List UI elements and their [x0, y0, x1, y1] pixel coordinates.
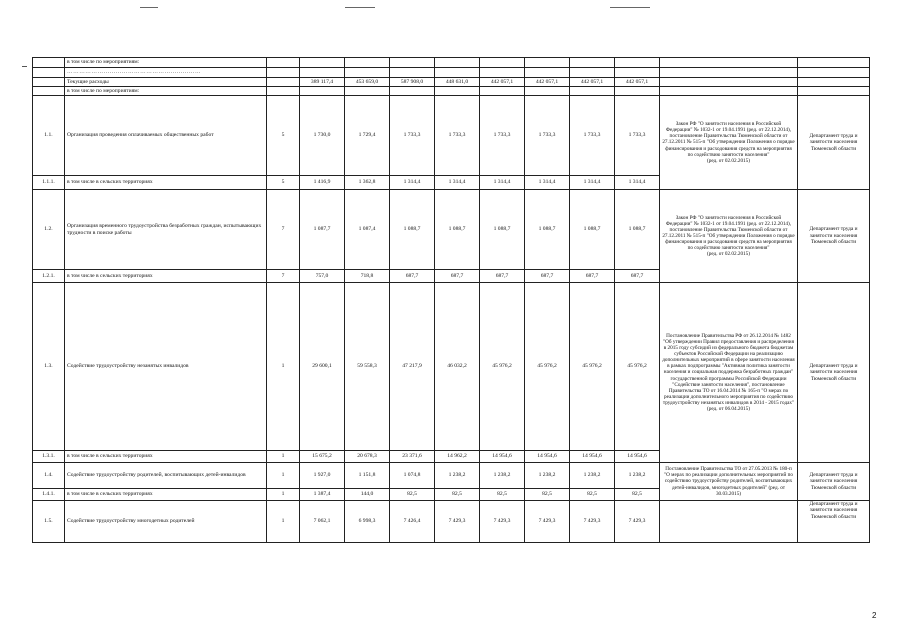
- row-code: 7: [267, 190, 300, 270]
- row-code: 5: [267, 96, 300, 176]
- value-cell: 687,7: [390, 270, 435, 283]
- value-cell: 442 057,1: [525, 78, 570, 87]
- row-name: в том числе в сельских территориях: [65, 489, 267, 501]
- value-cell: 1 314,4: [525, 176, 570, 190]
- table-row: [33, 58, 870, 68]
- row-name: Содействие трудоустройству многодетных родителей: [65, 501, 267, 543]
- value-cell: 1 733,3: [615, 96, 660, 176]
- responsible-department: Департамент труда и занятости населения Тюменской области: [798, 283, 870, 463]
- value-cell: 45 976,2: [525, 283, 570, 451]
- value-cell: 687,7: [570, 270, 615, 283]
- row-name: в том числе в сельских территориях: [65, 270, 267, 283]
- value-cell: 7 429,3: [525, 501, 570, 543]
- value-cell: 1 730,0: [300, 96, 345, 176]
- value-cell: 7 062,1: [300, 501, 345, 543]
- row-number: 1.5.: [33, 501, 65, 543]
- row-name: Содействие трудоустройству незанятых инвалидов: [65, 283, 267, 451]
- value-cell: 59 558,3: [345, 283, 390, 451]
- value-cell: 442 057,1: [570, 78, 615, 87]
- value-cell: 687,7: [615, 270, 660, 283]
- value-cell: 1 387,4: [300, 489, 345, 501]
- value-cell: 82,5: [525, 489, 570, 501]
- value-cell: 587 908,0: [390, 78, 435, 87]
- value-cell: 1 416,9: [300, 176, 345, 190]
- value-cell: 453 659,0: [345, 78, 390, 87]
- scan-mark-side: [22, 66, 27, 67]
- value-cell: 1 238,2: [570, 463, 615, 489]
- value-cell: 442 057,1: [615, 78, 660, 87]
- table-row: [33, 68, 870, 78]
- legal-basis-text: Закон РФ "О занятости населения в Российской Федерации" № 1032-1 от 19.04.1991 (ред. от 22.12.2014), постановление Правительства Тюменской области от 27.12.2011 № 515-п "Об утверждении Положения о порядке финансирования и расходования средств на мероприятия по содействию занятости населения": [662, 214, 795, 252]
- row-number: 1.2.1.: [33, 270, 65, 283]
- legal-basis-revision: (ред. от 02.02.2015): [707, 251, 750, 258]
- value-cell: 144,0: [345, 489, 390, 501]
- value-cell: 687,7: [435, 270, 480, 283]
- value-cell: 15 675,2: [300, 451, 345, 463]
- table-row: [33, 190, 870, 270]
- value-cell: 1 314,4: [435, 176, 480, 190]
- value-cell: 687,7: [525, 270, 570, 283]
- value-cell: 1 362,8: [345, 176, 390, 190]
- value-cell: 1 927,0: [300, 463, 345, 489]
- budget-table-sheet: [32, 57, 870, 543]
- value-cell: 1 088,7: [570, 190, 615, 270]
- value-cell: 7 429,3: [615, 501, 660, 543]
- value-cell: 1 088,7: [435, 190, 480, 270]
- responsible-department: Департамент труда и занятости населения Тюменской области: [798, 96, 870, 190]
- value-cell: 1 314,4: [390, 176, 435, 190]
- value-cell: 47 217,9: [390, 283, 435, 451]
- row-number: 1.2.: [33, 190, 65, 270]
- value-cell: 7 429,3: [435, 501, 480, 543]
- value-cell: 1 314,4: [480, 176, 525, 190]
- row-code: 1: [267, 451, 300, 463]
- row-number: 1.4.: [33, 463, 65, 489]
- value-cell: 1 238,2: [525, 463, 570, 489]
- value-cell: 687,7: [480, 270, 525, 283]
- responsible-department: Департамент труда и занятости населения Тюменской области: [798, 190, 870, 283]
- value-cell: 1 087,7: [300, 190, 345, 270]
- value-cell: 7 426,4: [390, 501, 435, 543]
- value-cell: 7 429,3: [570, 501, 615, 543]
- row-code: 7: [267, 270, 300, 283]
- value-cell: 389 117,4: [300, 78, 345, 87]
- table-row: [33, 501, 870, 543]
- row-name: Текущие расходы: [65, 78, 267, 87]
- budget-table: [32, 57, 870, 543]
- scan-mark-top-left: [140, 7, 158, 8]
- row-label: в том числе по мероприятиям:: [65, 87, 267, 96]
- legal-basis-text: Закон РФ "О занятости населения в Российской Федерации" № 1032-1 от 19.04.1991 (ред. от 22.12.2014), постановление Правительства Тюменской области от 27.12.2011 № 515-п "Об утверждении Положения о порядке финансирования и расходования средств на мероприятия по содействию занятости населения": [662, 121, 795, 158]
- row-number: 1.1.: [33, 96, 65, 176]
- value-cell: 20 678,3: [345, 451, 390, 463]
- table-row: [33, 463, 870, 489]
- value-cell: 1 151,8: [345, 463, 390, 489]
- table-row: [33, 283, 870, 451]
- value-cell: 29 600,1: [300, 283, 345, 451]
- value-cell: 1 238,2: [480, 463, 525, 489]
- value-cell: 1 088,7: [525, 190, 570, 270]
- row-number: 1.3.1.: [33, 451, 65, 463]
- value-cell: 14 954,6: [525, 451, 570, 463]
- value-cell: 1 088,7: [615, 190, 660, 270]
- legal-basis: [660, 96, 798, 190]
- value-cell: 1 087,4: [345, 190, 390, 270]
- value-cell: 6 998,3: [345, 501, 390, 543]
- responsible-department: Департамент труда и занятости населения Тюменской области: [798, 501, 870, 543]
- responsible-department: Департамент труда и занятости населения Тюменской области: [798, 463, 870, 501]
- value-cell: 1 314,4: [570, 176, 615, 190]
- legal-basis: Постановление Правительства ТО от 27.05.2013 № 180-п "О мерах по реализации дополнительных мероприятий по содействию трудоустройству родителей, воспитывающих детей-инвалидов, многодетных родителей" (ред. от 30.03.2015): [660, 463, 798, 501]
- scan-mark-top-right: [610, 7, 650, 8]
- row-dots: …………………………………………………………: [65, 68, 267, 78]
- value-cell: 1 733,3: [480, 96, 525, 176]
- value-cell: 448 631,0: [435, 78, 480, 87]
- row-code: 1: [267, 501, 300, 543]
- value-cell: 82,5: [435, 489, 480, 501]
- value-cell: 1 733,3: [390, 96, 435, 176]
- legal-basis: [660, 190, 798, 283]
- value-cell: 14 954,6: [480, 451, 525, 463]
- page-number: 2: [872, 611, 877, 620]
- legal-basis-revision: (ред. от 02.02.2015): [707, 157, 750, 164]
- row-name: в том числе в сельских территориях: [65, 451, 267, 463]
- value-cell: 1 088,7: [390, 190, 435, 270]
- row-name: Организация временного трудоустройства безработных граждан, испытывающих трудности в поиске работы: [65, 190, 267, 270]
- value-cell: 45 976,2: [480, 283, 525, 451]
- value-cell: 23 371,6: [390, 451, 435, 463]
- row-number: 1.4.1.: [33, 489, 65, 501]
- row-name: в том числе в сельских территориях: [65, 176, 267, 190]
- value-cell: 1 074,8: [390, 463, 435, 489]
- value-cell: 1 729,4: [345, 96, 390, 176]
- legal-basis: Постановление Правительства РФ от 26.12.2014 № 1482 "Об утверждении Правил предоставления и распределения в 2015 году субсидий из федерального бюджета бюджетам субъектов Российской Федерации на реализацию дополнительных мероприятий в сфере занятости населения в рамках подпрограммы "Активная политика занятости населения и социальная поддержка безработных граждан" государственной программы Российской Федерации "Содействие занятости населения", постановление Правительства ТО от 16.04.2014 № 165-п "О мерах по реализации дополнительного мероприятия по содействию трудоустройству незанятых инвалидов в 2014 - 2015 годах" (ред. от 06.04.2015): [660, 283, 798, 463]
- value-cell: 45 976,2: [570, 283, 615, 451]
- row-name: Организация проведения оплачиваемых общественных работ: [65, 96, 267, 176]
- table-row: [33, 96, 870, 176]
- row-number: 1.3.: [33, 283, 65, 451]
- value-cell: 757,0: [300, 270, 345, 283]
- value-cell: 7 429,3: [480, 501, 525, 543]
- value-cell: 1 733,3: [435, 96, 480, 176]
- value-cell: 1 733,3: [570, 96, 615, 176]
- value-cell: 1 088,7: [480, 190, 525, 270]
- value-cell: 45 976,2: [615, 283, 660, 451]
- value-cell: 442 057,1: [480, 78, 525, 87]
- value-cell: 82,5: [480, 489, 525, 501]
- row-code: 1: [267, 489, 300, 501]
- row-code: 1: [267, 463, 300, 489]
- value-cell: 1 314,4: [615, 176, 660, 190]
- value-cell: 1 238,2: [435, 463, 480, 489]
- value-cell: 82,5: [615, 489, 660, 501]
- value-cell: 14 954,6: [570, 451, 615, 463]
- row-number: 1.1.1.: [33, 176, 65, 190]
- value-cell: 46 032,2: [435, 283, 480, 451]
- row-code: 5: [267, 176, 300, 190]
- value-cell: 82,5: [390, 489, 435, 501]
- table-row: [33, 87, 870, 96]
- value-cell: 14 954,6: [615, 451, 660, 463]
- row-name: Содействие трудоустройству родителей, воспитывающих детей-инвалидов: [65, 463, 267, 489]
- value-cell: 718,8: [345, 270, 390, 283]
- value-cell: 82,5: [570, 489, 615, 501]
- value-cell: 1 733,3: [525, 96, 570, 176]
- row-code: 1: [267, 283, 300, 451]
- value-cell: 14 962,2: [435, 451, 480, 463]
- value-cell: 1 238,2: [615, 463, 660, 489]
- table-row: [33, 78, 870, 87]
- scan-mark-top-mid: [345, 7, 375, 8]
- row-label: в том числе по мероприятиям:: [65, 58, 267, 68]
